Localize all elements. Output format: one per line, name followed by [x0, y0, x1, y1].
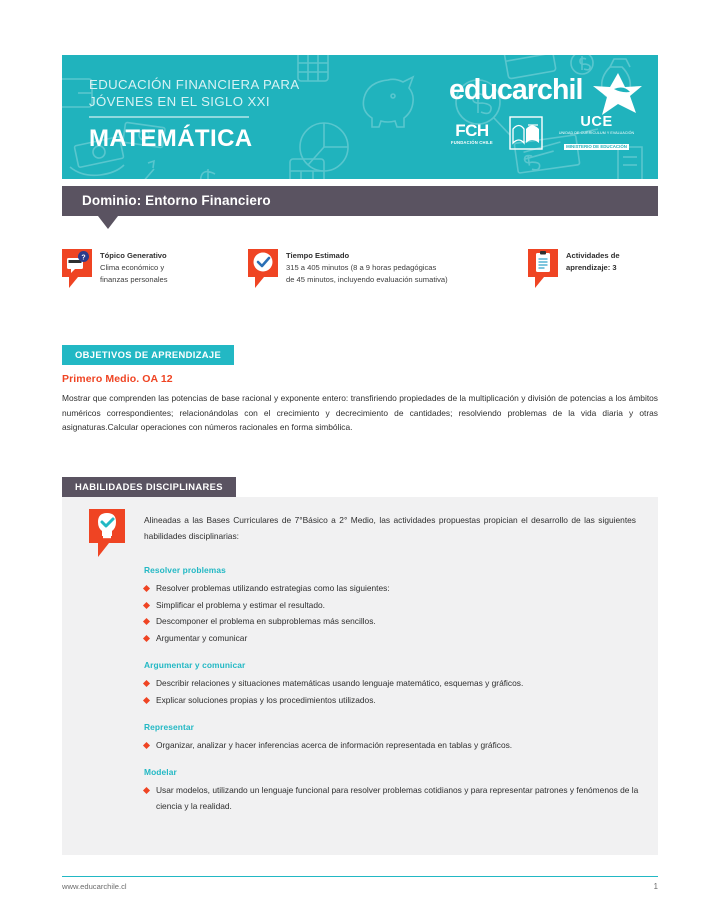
fch-logo: [451, 122, 493, 145]
section-tag-objetivos: OBJETIVOS DE APRENDIZAJE: [62, 345, 234, 365]
footer-page-number: 1: [653, 882, 658, 891]
list-item-text: Simplificar el problema y estimar el resultado.: [156, 599, 325, 610]
header-kicker-line2: JÓVENES EN EL SIGLO XXI: [89, 93, 270, 109]
list-item: [144, 783, 644, 813]
info-item-topico-generativo: [62, 249, 248, 311]
info-item-title: Actividades de: [566, 251, 620, 260]
info-strip: [62, 249, 658, 311]
habilidad-group-title: Resolver problemas: [144, 565, 226, 575]
list-item-text: Usar modelos, utilizando un lenguaje funcional para resolver problemas cotidianos y para representar patrones y fenómenos de la ciencia y la realidad.: [156, 785, 639, 811]
header-title-block: [62, 55, 443, 179]
habilidades-groups: [144, 565, 644, 828]
uce-logo: [559, 115, 634, 152]
info-item-line: Clima económico y: [100, 263, 165, 273]
oa-body-text: Mostrar que comprenden las potencias de base racional y exponente entero: transfiriendo propiedades de la multiplicación y división de potencias a los ámbitos numéricos correspondientes; relacionándolas con el crecimiento y decrecimiento de cantidades; resolviendo problemas de la vida diaria y otras asignaturas.Calcular operaciones con números racionales en forma simbólica.: [62, 393, 658, 433]
info-item-text: [286, 249, 448, 311]
info-item-title: Tópico Generativo: [100, 251, 167, 260]
diamond-bullet-icon: [143, 585, 150, 592]
diamond-bullet-icon: [143, 680, 150, 687]
list-item-text: Descomponer el problema en subproblemas más sencillos.: [156, 616, 376, 627]
diamond-bullet-icon: [143, 602, 150, 609]
habilidad-group-resolver-problemas: [144, 565, 644, 646]
oa-title: Primero Medio. OA 12: [62, 373, 173, 385]
educarchile-star-icon: [592, 71, 644, 117]
habilidad-group-argumentar-comunicar: [144, 660, 644, 708]
svg-text:?: ?: [81, 254, 86, 262]
info-item-line: 315 a 405 minutos (8 a 9 horas pedagógicas: [286, 263, 437, 273]
domain-label: Dominio: Entorno Financiero: [82, 193, 271, 208]
ministerio-badge: MINISTERIO DE EDUCACIÓN: [566, 143, 627, 149]
header-divider-rule: [89, 116, 249, 118]
diamond-bullet-icon: [143, 742, 150, 749]
info-item-title: Tiempo Estimado: [286, 251, 350, 260]
info-item-title-line2: aprendizaje: 3: [566, 263, 617, 273]
habilidades-intro-text: Alineadas a las Bases Curriculares de 7°Básico a 2° Medio, las actividades propuestas propician el desarrollo de las siguientes habilidades disciplinarias:: [144, 515, 636, 541]
list-item: [144, 676, 644, 691]
habilidad-group-modelar: [144, 767, 644, 813]
domain-bar: [62, 186, 658, 216]
fch-logo-text: FCH: [455, 120, 489, 140]
uce-logo-subtext: UNIDAD DE CURRÍCULUM Y EVALUACIÓN: [558, 131, 635, 135]
section-tag-habilidades: HABILIDADES DISCIPLINARES: [62, 477, 236, 497]
list-item: [144, 631, 644, 646]
info-item-text: [100, 249, 168, 311]
header-banner: [62, 55, 658, 179]
list-item-text: Explicar soluciones propias y los procedimientos utilizados.: [156, 695, 376, 706]
habilidad-group-representar: [144, 722, 644, 753]
partner-logos-row: [443, 115, 644, 152]
uce-logo-text: UCE: [580, 114, 613, 130]
clipboard-icon: [528, 249, 558, 283]
info-item-tiempo-estimado: [248, 249, 528, 311]
habilidades-panel: [62, 497, 658, 855]
habilidad-group-title: Modelar: [144, 767, 177, 778]
info-item-text: [566, 249, 620, 311]
diamond-bullet-icon: [143, 697, 150, 704]
list-item-text: Describir relaciones y situaciones matemáticas usando lenguaje matemático, esquemas y gráficos.: [156, 678, 524, 689]
diamond-bullet-icon: [143, 787, 150, 794]
header-kicker-line1: EDUCACIÓN FINANCIERA PARA: [89, 77, 300, 92]
info-item-line: de 45 minutos, incluyendo evaluación sumativa): [286, 275, 448, 285]
diamond-bullet-icon: [143, 618, 150, 625]
list-item: [144, 693, 644, 708]
list-item-text: Argumentar y comunicar: [156, 633, 248, 644]
footer-url: www.educarchile.cl: [62, 882, 127, 891]
list-item: [144, 738, 644, 753]
info-item-line: finanzas personales: [100, 275, 168, 285]
educarchile-wordmark: educarchil: [449, 74, 583, 106]
subject-title: MATEMÁTICA: [89, 125, 253, 152]
habilidad-group-title: Representar: [144, 722, 194, 733]
habilidad-group-title: Argumentar y comunicar: [144, 660, 246, 671]
topic-card-question-icon: [62, 249, 92, 283]
footer-divider: [62, 876, 658, 877]
fch-logo-subtext: FUNDACIÓN CHILE: [451, 139, 493, 145]
logo-block: [443, 55, 658, 179]
open-book-icon: [509, 116, 543, 150]
domain-bar-notch: [98, 216, 118, 229]
lightbulb-check-pin-icon: [89, 509, 125, 557]
list-item: [144, 581, 644, 596]
list-item-text: Organizar, analizar y hacer inferencias acerca de información representada en tablas y gráficos.: [156, 740, 513, 751]
objetivos-block: [62, 373, 658, 435]
clock-check-icon: [248, 249, 278, 283]
list-item: [144, 614, 644, 629]
info-item-cantidad-actividades: [528, 249, 658, 311]
diamond-bullet-icon: [143, 635, 150, 642]
list-item-text: Resolver problemas utilizando estrategias como las siguientes:: [156, 583, 390, 593]
list-item: [144, 598, 644, 613]
